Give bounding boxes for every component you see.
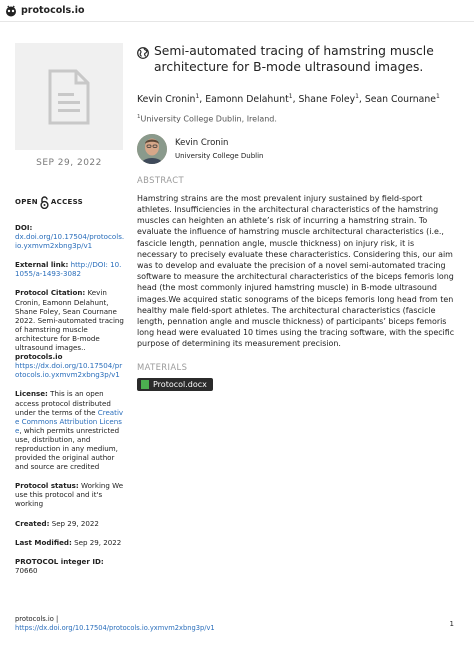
author-sup: 1	[435, 93, 440, 100]
status-text: Working We use this protocol and it's working	[15, 481, 124, 509]
modified-block	[15, 538, 125, 547]
author-sup: 1	[195, 93, 200, 100]
created-label: Created:	[15, 518, 50, 528]
citation-site: protocols.io	[15, 352, 63, 362]
affiliation-sup: 1	[137, 114, 141, 121]
materials-heading: MATERIALS	[137, 361, 188, 372]
doi-block	[15, 223, 125, 250]
sidebar	[15, 196, 125, 585]
status-label: Protocol status:	[15, 481, 79, 491]
abstract-heading: ABSTRACT	[137, 174, 184, 185]
author-photo-icon	[137, 134, 167, 164]
status-block	[15, 481, 125, 508]
avatar	[137, 134, 167, 164]
material-file-chip[interactable]	[137, 378, 213, 391]
open-lock-icon	[40, 196, 49, 209]
citation-text: Kevin Cronin, Eamonn Delahunt, Shane Foley, Sean Cournane 2022. Semi-automated tracing of hamstring muscle architecture for B-mode ultrasound images..	[15, 288, 124, 353]
author-name[interactable]: Kevin Cronin	[137, 94, 196, 106]
globe-icon	[137, 47, 149, 59]
author-card[interactable]	[137, 134, 457, 164]
abstract-text: Hamstring strains are the most prevalent injury sustained by field-sport athletes. Insufficiencies in the architectural characteristics of the hamstring muscles can heighten an athlete’s risk of incurring a hamstring strain. To evaluate the influence of hamstring muscle architectural characteristics (i.e., fascicle length, pennation angle, muscle thickness) on injury risk, it is necessary to precisely evaluate these characteristics. Considering this, our aim was to develop and evaluate the precision of a novel semi-automated tracing software to measure the architectural characteristics of the biceps femoris long head (the most commonly injured hamstring muscle) in B-mode ultrasound images.We acquired static sonograms of the biceps femoris long head from ten healthy male field-sport athletes. The architectural characteristics (fascicle length, pennation angle and muscle thickness) of participants’ biceps femoris long head were evaluated 10 times using the tracing software, with the specific purpose of determining its measurement precision.	[137, 193, 455, 349]
site-name[interactable]: protocols.io	[21, 5, 85, 16]
license-block	[15, 389, 125, 471]
author-sup: 1	[288, 93, 293, 100]
footer-link[interactable]: https://dx.doi.org/10.17504/protocols.io.yxmvm2xbng3p/v1	[15, 624, 215, 632]
document-icon	[46, 69, 92, 125]
author-name[interactable]: Sean Cournane	[364, 94, 436, 106]
license-text-post: , which permits unrestricted use, distribution, and reproduction in any medium, provided the original author and source are credited	[15, 425, 120, 472]
author-card-name: Kevin Cronin	[175, 137, 229, 148]
citation-label: Protocol Citation:	[15, 288, 86, 298]
citation-link[interactable]: https://dx.doi.org/10.17504/protocols.io.yxmvm2xbng3p/v1	[15, 361, 123, 380]
protocol-thumbnail	[15, 43, 123, 150]
main-content	[137, 44, 457, 393]
top-bar	[0, 0, 474, 22]
modified-label: Last Modified:	[15, 537, 72, 547]
open-access-right: ACCESS	[50, 197, 83, 206]
created-block	[15, 519, 125, 528]
author-card-text	[175, 138, 263, 160]
material-file-name: Protocol.docx	[153, 379, 207, 389]
doi-link[interactable]: dx.doi.org/10.17504/protocols.io.yxmvm2xbng3p/v1	[15, 232, 125, 251]
author-name[interactable]: Eamonn Delahunt	[205, 94, 289, 106]
author-card-institution: University College Dublin	[175, 151, 264, 160]
authors-list: Kevin Cronin$^1$, Eamonn Delahunt$^1$, Shane Foley$^1$, Sean Cournane$^1$	[137, 93, 440, 106]
protocols-logo-icon	[5, 5, 17, 17]
external-link[interactable]: http://DOI: 10.1055/a-1493-3082	[15, 260, 122, 279]
protocol-title: Semi-automated tracing of hamstring muscle architecture for B-mode ultrasound images.	[154, 44, 434, 74]
integer-id-label: PROTOCOL integer ID:	[15, 556, 104, 566]
created-value: Sep 29, 2022	[51, 518, 99, 528]
author-sup: 1	[355, 93, 359, 100]
file-icon	[141, 380, 149, 389]
external-link-block	[15, 260, 125, 278]
footer-site: protocols.io |	[15, 615, 59, 623]
footer	[15, 615, 215, 633]
affiliation-text: University College Dublin, Ireland.	[140, 114, 277, 124]
open-access-left: OPEN	[15, 197, 38, 206]
author-name[interactable]: Shane Foley	[298, 94, 356, 106]
title-row	[137, 44, 457, 75]
affiliation	[137, 114, 457, 124]
publish-date: SEP 29, 2022	[36, 158, 102, 168]
page-number: 1	[449, 620, 454, 628]
open-access-badge	[15, 196, 125, 209]
integer-id-value: 70660	[15, 565, 38, 575]
license-label: License:	[15, 389, 48, 399]
modified-value: Sep 29, 2022	[74, 537, 122, 547]
integer-id-block	[15, 557, 125, 575]
citation-block	[15, 288, 125, 379]
external-link-label: External link:	[15, 260, 69, 270]
license-text-pre: This is an open access protocol distributed under the terms of the	[15, 389, 111, 417]
doi-label: DOI:	[15, 223, 33, 232]
license-link[interactable]: Creative Commons Attribution License	[15, 407, 124, 435]
